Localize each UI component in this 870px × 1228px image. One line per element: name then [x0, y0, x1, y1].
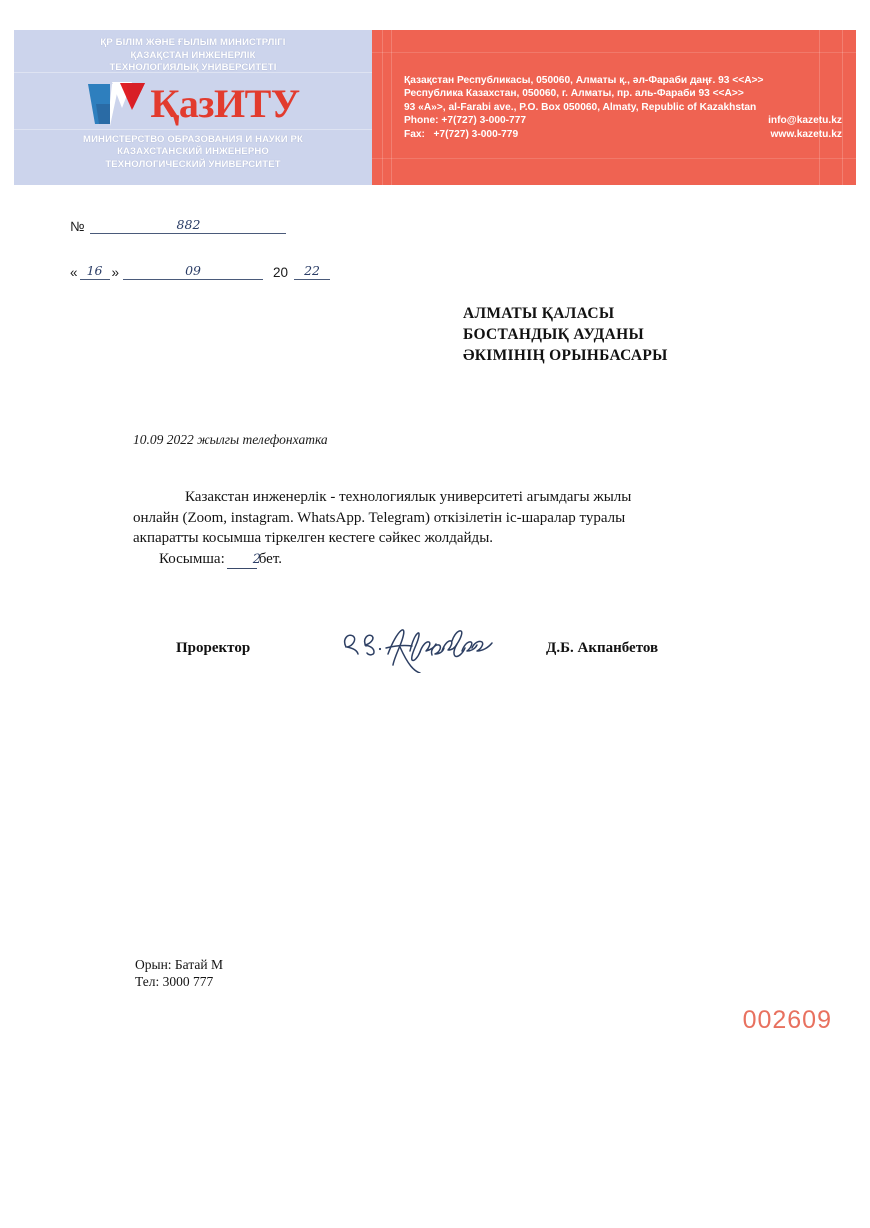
kazetu-emblem-icon: [86, 78, 148, 130]
letterhead-right-panel: [372, 30, 856, 185]
body-paragraph: Казакстан инженерлік - технологиялык университеті агымдагы жылы онлайн (Zoom, instagram. WhatsApp. Telegram) откізілетін іс-шаралар туралы акпаратты косымша тіркелген кестеге сәйкес жолдайды.: [133, 489, 632, 546]
address-english: 93 «А»>, al-Farabi ave., P.O. Box 050060, Almaty, Republic of Kazakhstan: [404, 101, 757, 113]
ru-line-2: КАЗАХСТАНСКИЙ ИНЖЕНЕРНО: [117, 146, 269, 157]
university-name-kazakh: [100, 37, 285, 75]
phone-text: [404, 114, 526, 128]
website-url[interactable]: www.kazetu.kz: [770, 128, 842, 140]
reference-line: 10.09 2022 жылгы телефонхатка: [133, 432, 328, 447]
quote-open: «: [70, 265, 78, 280]
day-field[interactable]: [80, 262, 110, 280]
addressee-line-3: ӘКІМІНІҢ ОРЫНБАСАРЫ: [463, 347, 668, 364]
addressee-line-2: БОСТАНДЫҚ АУДАНЫ: [463, 326, 644, 343]
attachment-label: Косымша:: [159, 550, 225, 567]
fax-value: +7(727) 3-000-779: [433, 128, 519, 140]
decorative-rule: [391, 30, 392, 185]
addressee-line-1: АЛМАТЫ ҚАЛАСЫ: [463, 305, 615, 322]
document-number-value: 882: [176, 217, 201, 232]
kz-line-2: ҚАЗАҚСТАН ИНЖЕНЕРЛІК: [130, 49, 256, 61]
year-value: 22: [304, 263, 321, 278]
executor-phone: Тел: 3000 777: [135, 974, 214, 989]
executor-name: Орын: Батай М: [135, 957, 223, 972]
university-name-russian: [83, 134, 303, 172]
attachment-pages-field[interactable]: 2: [227, 552, 257, 569]
quote-close: »: [111, 265, 120, 280]
decorative-rule: [382, 30, 383, 185]
email-address[interactable]: info@kazetu.kz: [768, 115, 842, 127]
letter-body: [133, 487, 678, 569]
registration-stamp-number: 002609: [742, 1006, 832, 1034]
decorative-rule: [372, 52, 856, 53]
year-field[interactable]: [294, 262, 330, 280]
signer-name: Д.Б. Акпанбетов: [546, 640, 659, 656]
phone-value: +7(727) 3-000-777: [441, 115, 527, 127]
address-kazakh: Қазақстан Республикасы, 050060, Алматы қ., әл-Фараби даңғ. 93 <<А>>: [404, 74, 764, 86]
phone-row: [404, 114, 842, 128]
signature-block: [176, 637, 676, 687]
day-value: 16: [86, 263, 103, 278]
number-label: №: [70, 219, 85, 234]
executor-block: [135, 956, 223, 990]
document-number-row: [70, 210, 330, 234]
decorative-rule: [372, 158, 856, 159]
addressee-block: [463, 303, 668, 366]
ru-line-3: ТЕХНОЛОГИЧЕСКИЙ УНИВЕРСИТЕТ: [105, 158, 281, 170]
month-value: 09: [185, 263, 201, 278]
contact-block: [404, 74, 842, 142]
signer-title: Проректор: [176, 640, 251, 656]
kz-line-1: ҚР БІЛІМ ЖӘНЕ ҒЫЛЫМ МИНИСТРЛІГІ: [100, 37, 286, 48]
fax-row: [404, 128, 842, 142]
attachment-line: [133, 549, 678, 570]
decorative-rule: [842, 30, 843, 185]
letterhead: [14, 30, 856, 185]
fax-label: Fax:: [404, 128, 425, 140]
handwritten-signature-icon: [336, 621, 506, 673]
university-logo: [86, 76, 299, 132]
document-date-row: [70, 256, 330, 280]
kz-line-3: ТЕХНОЛОГИЯЛЫҚ УНИВЕРСИТЕТІ: [109, 62, 277, 73]
ru-line-1: МИНИСТЕРСТВО ОБРАЗОВАНИЯ И НАУКИ РК: [83, 133, 303, 145]
attachment-unit: бет.: [258, 550, 283, 567]
year-prefix: 20: [273, 265, 289, 280]
letterhead-left-panel: [14, 30, 372, 185]
logo-wordmark: ҚазИТУ: [150, 80, 300, 126]
fax-text: [404, 128, 518, 142]
month-field[interactable]: [123, 262, 263, 280]
address-russian: Республика Казахстан, 050060, г. Алматы, пр. аль-Фараби 93 <<А>>: [404, 88, 744, 100]
registration-block: [70, 210, 330, 280]
document-number-field[interactable]: [90, 216, 286, 234]
phone-label: Phone:: [404, 115, 439, 127]
